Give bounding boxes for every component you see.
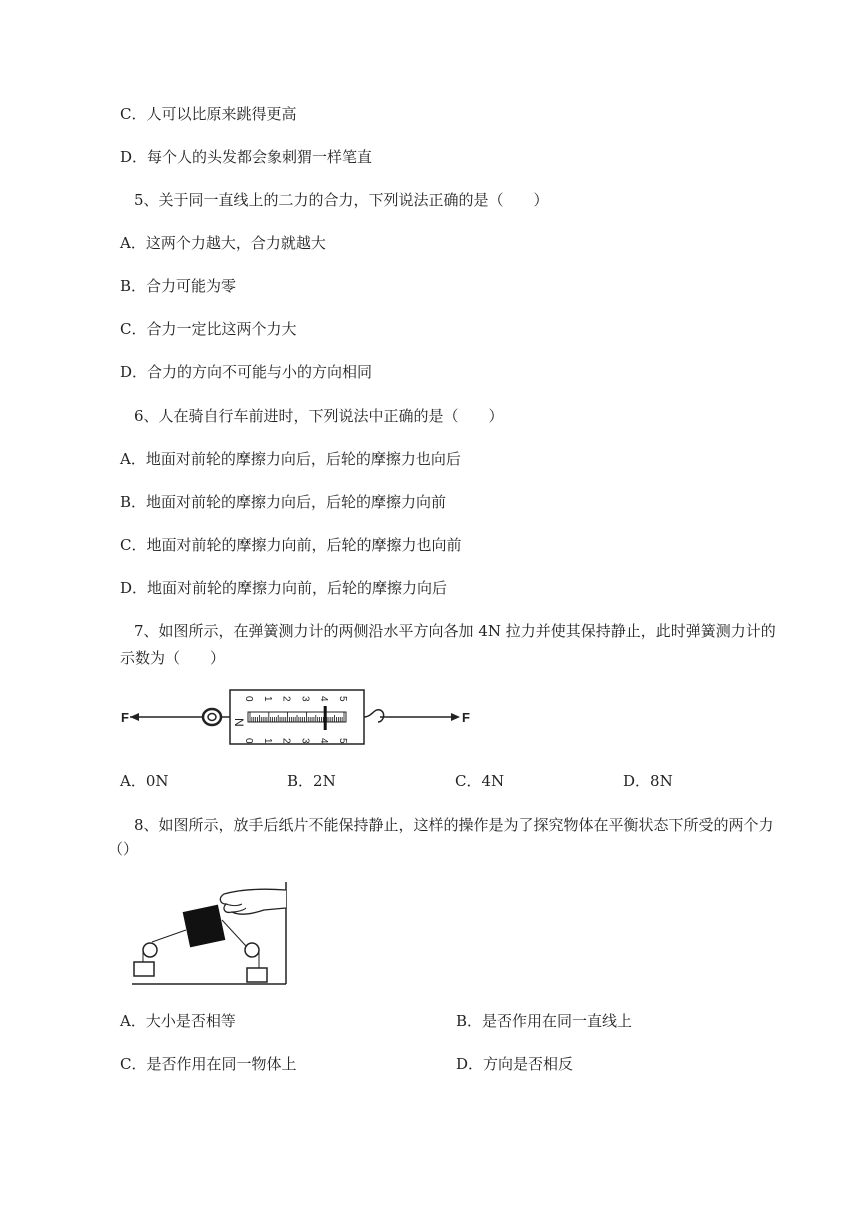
force-label-right: F	[462, 710, 470, 725]
q8-stem-line2: （）	[108, 840, 139, 858]
q7-option-d: D．8N	[623, 772, 673, 790]
q7-option-c: C．4N	[455, 772, 505, 790]
force-label-left: F	[121, 710, 129, 725]
q8-option-a: A．大小是否相等	[120, 1012, 236, 1030]
scale-number-bottom: 2	[280, 738, 292, 744]
scale-number-top: 4	[318, 696, 330, 702]
q7-stem-line2: 示数为（ ）	[120, 649, 226, 667]
q8-option-c: C．是否作用在同一物体上	[120, 1055, 297, 1073]
q5-option-c: C．合力一定比这两个力大	[120, 320, 297, 338]
q7-option-a: A．0N	[120, 772, 169, 790]
scale-number-bottom: 3	[299, 738, 311, 744]
q6-option-c: C．地面对前轮的摩擦力向前，后轮的摩擦力也向前	[120, 536, 462, 554]
q5-option-a: A．这两个力越大，合力就越大	[120, 234, 326, 252]
q6-option-a: A．地面对前轮的摩擦力向后，后轮的摩擦力也向后	[120, 450, 461, 468]
weight-left	[134, 962, 154, 976]
q4-option-d: D．每个人的头发都会象刺猬一样笔直	[120, 148, 373, 166]
string-right	[222, 920, 246, 946]
q8-option-d: D．方向是否相反	[456, 1055, 574, 1073]
hand-drawing	[220, 889, 286, 914]
scale-number-top: 1	[261, 696, 273, 702]
q5-option-d: D．合力的方向不可能与小的方向相同	[120, 363, 373, 381]
right-arrowhead	[451, 713, 460, 721]
paper-card	[183, 905, 226, 948]
q6-stem: 6、人在骑自行车前进时，下列说法中正确的是（ ）	[134, 407, 504, 425]
q8-option-b: B．是否作用在同一直线上	[456, 1012, 633, 1030]
scale-number-bottom: 0	[243, 738, 254, 744]
scale-number-top: 3	[299, 696, 311, 702]
pulley-right	[245, 943, 259, 957]
left-arrowhead	[130, 713, 139, 721]
scale-number-top: 5	[337, 696, 348, 702]
card-balance-figure	[128, 880, 290, 986]
scale-ring	[203, 709, 221, 725]
q5-stem: 5、关于同一直线上的二力的合力，下列说法正确的是（ ）	[134, 191, 549, 209]
q7-stem-line1: 7、如图所示，在弹簧测力计的两侧沿水平方向各加 4N 拉力并使其保持静止，此时弹簧测力计的	[134, 622, 776, 640]
q5-option-b: B．合力可能为零	[120, 277, 237, 295]
unit-label: N	[232, 718, 246, 727]
q6-option-d: D．地面对前轮的摩擦力向前，后轮的摩擦力向后	[120, 579, 448, 597]
scale-number-bottom: 1	[261, 738, 273, 744]
q7-option-b: B．2N	[287, 772, 336, 790]
pulley-left	[143, 943, 157, 957]
string-left	[152, 930, 186, 942]
q8-stem-line1: 8、如图所示，放手后纸片不能保持静止，这样的操作是为了探究物体在平衡状态下所受的两个力	[134, 816, 774, 834]
scale-hook	[364, 710, 384, 722]
weight-right	[247, 968, 267, 982]
q6-option-b: B．地面对前轮的摩擦力向后，后轮的摩擦力向前	[120, 493, 447, 511]
q4-option-c: C．人可以比原来跳得更高	[120, 105, 297, 123]
scale-number-top: 2	[280, 696, 292, 702]
scale-number-top: 0	[243, 696, 254, 702]
scale-number-bottom: 4	[318, 738, 330, 744]
spring-scale-figure	[118, 684, 478, 748]
scale-number-bottom: 5	[337, 738, 348, 744]
